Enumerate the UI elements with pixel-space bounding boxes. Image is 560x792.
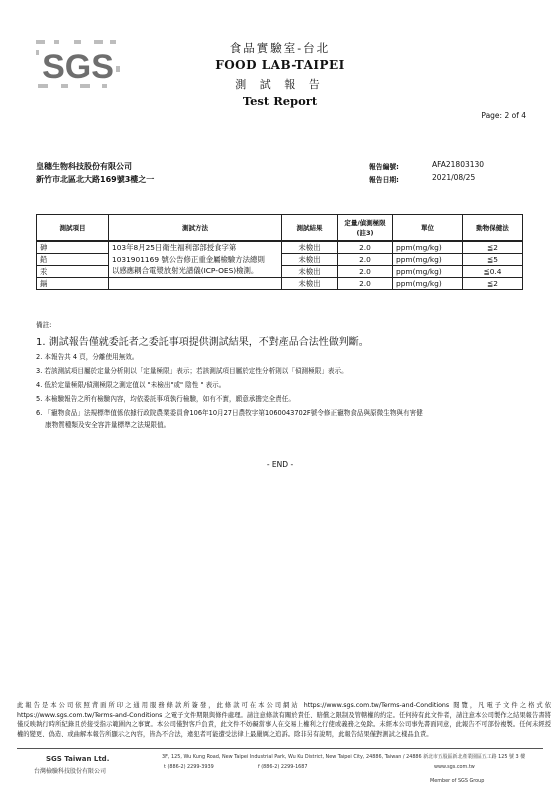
cell-result: 未檢出 — [282, 266, 338, 278]
footer-member: Member of SGS Group — [430, 778, 485, 784]
footer-divider — [17, 748, 543, 749]
end-mark: - END - — [266, 460, 294, 469]
cell-limit: 2.0 — [338, 266, 393, 278]
svg-text:SGS: SGS — [42, 48, 114, 86]
col-header-result: 測試結果 — [282, 215, 338, 242]
table-row — [37, 278, 523, 290]
cell-unit: ppm(mg/kg) — [393, 241, 463, 254]
footer-fax: f (886-2) 2299-1687 — [258, 764, 308, 770]
footer-address — [162, 753, 525, 760]
col-header-item: 測試項目 — [37, 215, 109, 242]
footer-tel: t (886-2) 2299-3939 — [164, 764, 214, 770]
footer-company-en: SGS Taiwan Ltd. — [46, 755, 110, 763]
col-header-law: 動物保健法 — [463, 215, 523, 242]
note-item: 6. 「寵物食品」法規標準值係依據行政院農業委員會106年10月27日農牧字第1060043702F號令修正寵物食品與原微生物與有害健 — [36, 409, 423, 417]
cell-result: 未檢出 — [282, 241, 338, 254]
cell-law: ≦2 — [463, 278, 523, 290]
cell-limit: 2.0 — [338, 278, 393, 290]
report-title-en: Test Report — [242, 94, 318, 108]
cell-limit: 2.0 — [338, 241, 393, 254]
col-header-unit: 單位 — [393, 215, 463, 242]
report-title-zh: 測 試 報 告 — [235, 78, 325, 91]
cell-unit: ppm(mg/kg) — [393, 266, 463, 278]
method-line: 以感應耦合電漿放射光譜儀(ICP-OES)檢測。 — [112, 266, 259, 275]
cell-item: 砷 — [37, 241, 109, 254]
cell-item: 汞 — [37, 266, 109, 278]
col-header-method: 測試方法 — [109, 215, 282, 242]
method-line: 103年8月25日衛生福利部部授食字第 — [112, 243, 237, 252]
note-item: 康物質種類及安全容許量標準之法規限值。 — [45, 421, 171, 429]
report-date-label: 報告日期: — [369, 176, 399, 184]
cell-law: ≦2 — [463, 241, 523, 254]
notes-title: 備註: — [36, 321, 52, 329]
cell-result: 未檢出 — [282, 254, 338, 266]
cell-item: 鉛 — [37, 254, 109, 266]
report-no: AFA21803130 — [432, 160, 485, 169]
cell-law: ≦5 — [463, 254, 523, 266]
lab-name-zh: 食品實驗室-台北 — [229, 41, 331, 55]
note-item: 2. 本報告共 4 頁，分離使用無效。 — [36, 353, 139, 361]
cell-result: 未檢出 — [282, 278, 338, 290]
cell-unit: ppm(mg/kg) — [393, 278, 463, 290]
cell-method-empty — [109, 278, 282, 290]
cell-method — [109, 241, 282, 278]
table-row — [37, 241, 523, 254]
report-date: 2021/08/25 — [432, 173, 476, 182]
lab-name-en: FOOD LAB-TAIPEI — [215, 58, 345, 72]
footer-address-zh: 24886 新北市五股區新北產業園區五工路 125 號 3 樓 — [406, 754, 526, 760]
method-line: 1031901169 號公告修正重金屬檢驗方法總則 — [112, 254, 265, 264]
table-header-row — [37, 215, 523, 242]
col-header-limit: 定量/偵測極限(註3) — [338, 215, 393, 242]
footer-company-zh: 台灣檢驗科技股份有限公司 — [34, 768, 107, 775]
note-item: 5. 本檢驗報告之所有檢驗內容，均依委託事項執行檢驗，如有不實，願意承擔完全責任。 — [36, 395, 295, 403]
cell-unit: ppm(mg/kg) — [393, 254, 463, 266]
footer-disclaimer: 此報告是本公司依照背面所印之通用服務條款所簽發，此條款可在本公司網站 https://www.sgs.com.tw/Terms-and-Conditions 閱覽，凡電子文件之格式依https://www.sgs.com.tw/Terms-and-Conditions 之電子文件期限與條件處理。請注意條款有關於責任、賠償之限制及管轄權的約定。任何持有此文件者，請注意本公司製作之結果報告書將僅反映執行時所紀錄且於接受指示範圍內之事實。本公司僅對客戶負責，此文件不妨礙當事人在交易上權利之行使或義務之免除。未經本公司事先書面同意，此報告不可部份複製。任何未經授權的變更、偽造、或曲解本報告所顯示之內容，皆為不合法，違犯者可能遭受法律上最嚴厲之追訴。除非另有說明，此報告結果僅對測試之樣品負責。 — [17, 702, 551, 738]
cell-item: 鎘 — [37, 278, 109, 290]
results-table — [36, 214, 523, 290]
note-item: 3. 若該測試項目屬於定量分析則以「定量極限」表示；若該測試項目屬於定性分析則以「偵測極限」表示。 — [36, 367, 348, 375]
footer-web: www.sgs.com.tw — [434, 764, 475, 770]
note-item: 4. 低於定量極限/偵測極限之測定值以 "未檢出"或" 陰性 " 表示。 — [36, 381, 226, 389]
report-no-label: 報告編號: — [369, 163, 399, 171]
note-item: 1. 測試報告僅就委託者之委託事項提供測試結果，不對產品合法性做判斷。 — [36, 337, 369, 348]
footer-address-en: 3F, 125, Wu Kung Road, New Taipei Industrial Park, Wu Ku District, New Taipei City, 24886, Taiwan / — [162, 754, 405, 760]
page-number: Page: 2 of 4 — [481, 111, 526, 120]
client-address: 新竹市北區北大路169號3樓之一 — [36, 175, 155, 184]
client-name: 皇穗生物科技股份有限公司 — [36, 162, 132, 171]
cell-limit: 2.0 — [338, 254, 393, 266]
cell-law: ≦0.4 — [463, 266, 523, 278]
